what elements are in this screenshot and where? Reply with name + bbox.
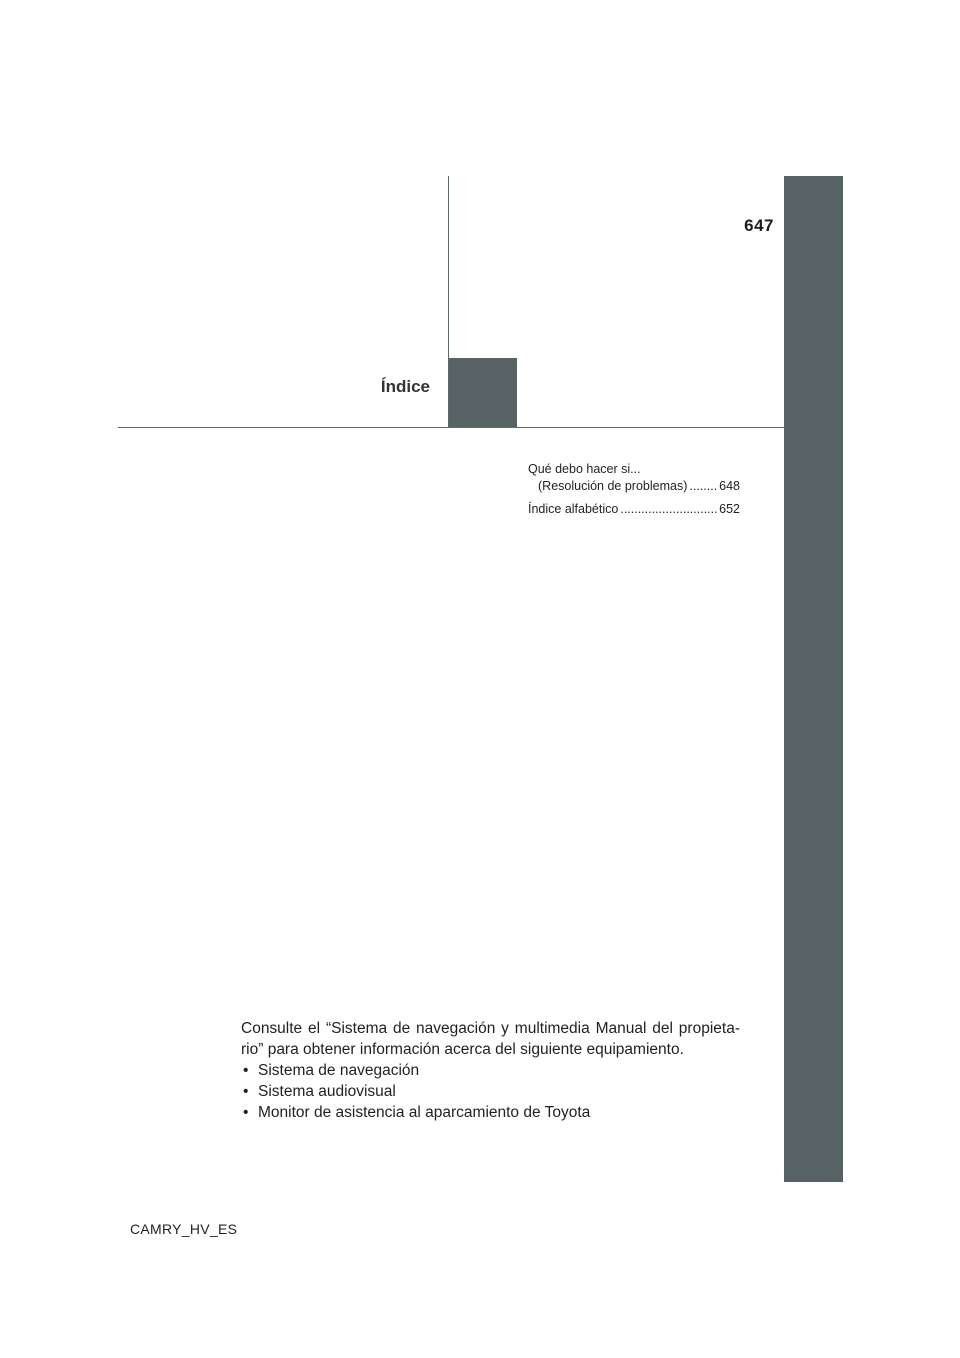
notice-paragraph: Consulte el “Sistema de navegación y multimedia Manual del propieta-rio” para obtener información acerca del siguiente equipamiento.: [241, 1020, 740, 1058]
dot-leader: [689, 478, 717, 495]
toc-entry-title-line: [528, 501, 740, 518]
table-of-contents: [528, 461, 740, 524]
toc-entry-page: 648: [719, 479, 740, 493]
toc-entry-title-line: [528, 461, 740, 478]
list-item-text: Sistema de navegación: [258, 1062, 420, 1079]
toc-entry-troubleshooting[interactable]: [528, 461, 740, 495]
horizontal-divider: [118, 427, 784, 428]
toc-entry-subtitle-line: [528, 478, 740, 495]
section-title: Índice: [380, 377, 430, 396]
list-item: [241, 1060, 740, 1081]
document-code: CAMRY_HV_ES: [130, 1221, 238, 1237]
page-number: 647: [744, 216, 774, 235]
toc-entry-title: Qué debo hacer si...: [528, 462, 641, 476]
equipment-list: [241, 1060, 740, 1123]
list-item-text: Monitor de asistencia al aparcamiento de Toyota: [258, 1104, 591, 1121]
bullet-icon: •: [243, 1083, 249, 1100]
section-marker-block: [449, 358, 517, 428]
toc-entry-title: Índice alfabético: [528, 502, 619, 516]
bullet-icon: •: [243, 1104, 249, 1121]
list-item: [241, 1081, 740, 1102]
dot-leader: [620, 501, 717, 518]
chapter-side-tab: [784, 176, 843, 1182]
toc-entry-page: 652: [719, 502, 740, 516]
bullet-icon: •: [243, 1062, 249, 1079]
multimedia-notice: [241, 1018, 740, 1123]
list-item: [241, 1102, 740, 1123]
toc-entry-subtitle: (Resolución de problemas): [538, 479, 688, 493]
list-item-text: Sistema audiovisual: [258, 1083, 396, 1100]
toc-entry-alphabetical-index[interactable]: [528, 501, 740, 518]
